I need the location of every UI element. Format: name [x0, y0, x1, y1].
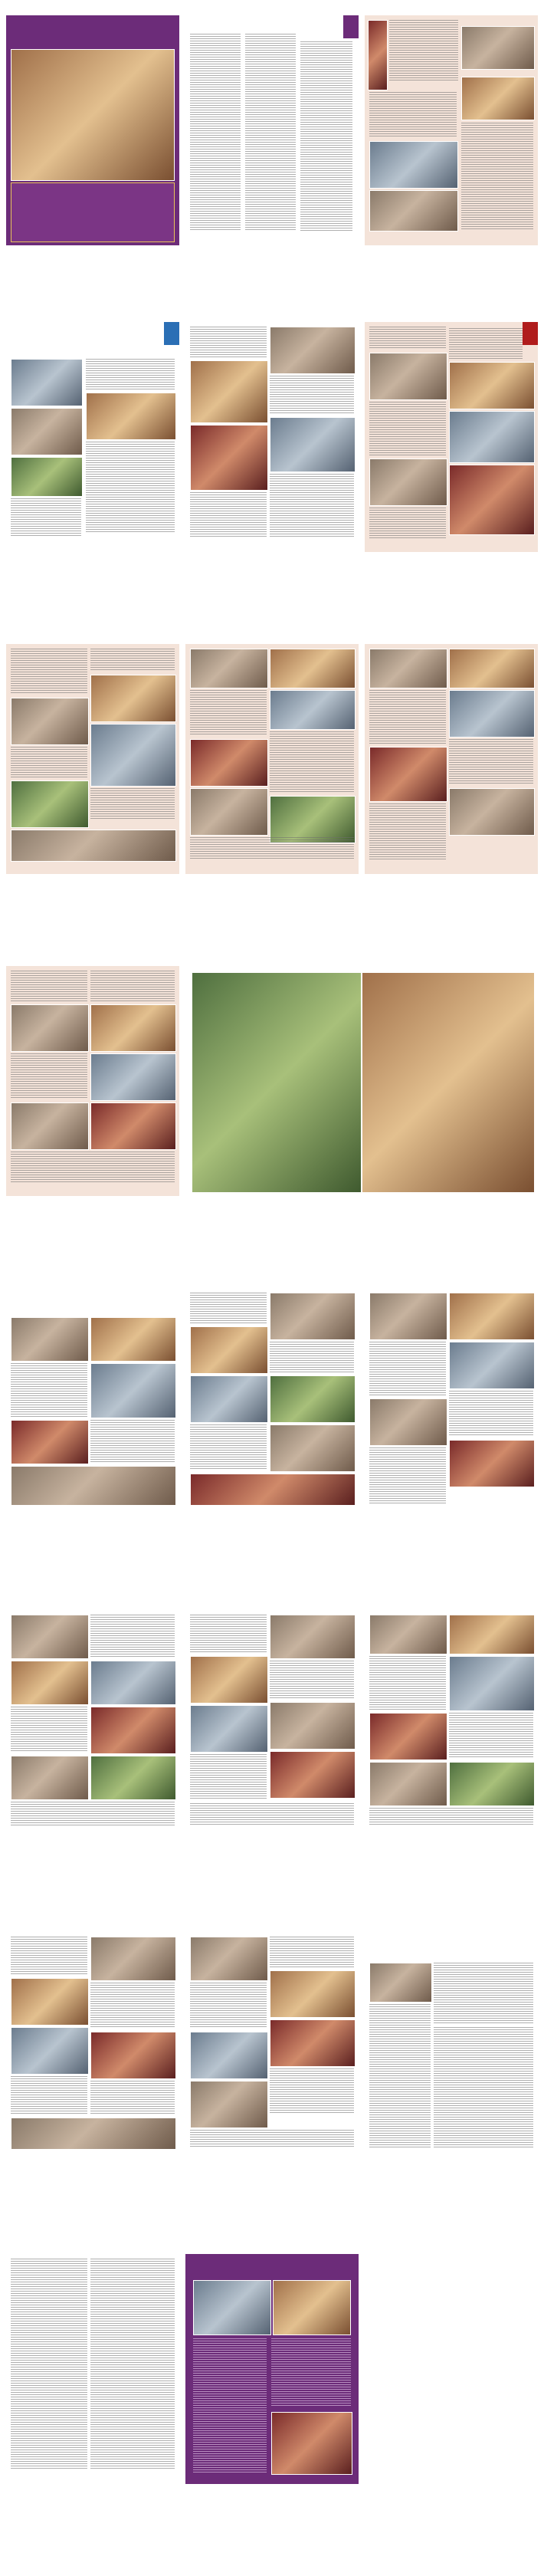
page-20: [6, 2254, 179, 2484]
page-15: [185, 1610, 359, 1840]
cover-anniversary-badge: [11, 182, 175, 242]
page-5: [185, 322, 359, 552]
page-7: [6, 644, 179, 874]
page-16: [365, 1610, 538, 1840]
page-6: [365, 322, 538, 552]
page-3: [365, 15, 538, 245]
page-spread-photo: [185, 966, 538, 1196]
spread-photo-left: [192, 972, 362, 1193]
monastery-photo-side: [273, 2280, 351, 2335]
page-neuromania: [185, 15, 359, 245]
page-18: [185, 1932, 359, 2162]
page-agenda: [365, 1932, 538, 2162]
page-8: [185, 644, 359, 874]
page-10: [6, 966, 179, 1196]
monastery-icon-photo: [271, 2412, 352, 2475]
page-9: [365, 644, 538, 874]
page-activities: [6, 322, 179, 552]
page-14: [6, 1610, 179, 1840]
cover-page: [6, 15, 179, 245]
cover-photo: [11, 49, 175, 181]
spread-photo-right: [362, 972, 535, 1193]
monastery-photo-main: [193, 2280, 271, 2335]
page-17: [6, 1932, 179, 2162]
page-blessings: [6, 1288, 179, 1518]
page-monastery: [185, 2254, 359, 2484]
page-13: [365, 1288, 538, 1518]
page-12: [185, 1288, 359, 1518]
